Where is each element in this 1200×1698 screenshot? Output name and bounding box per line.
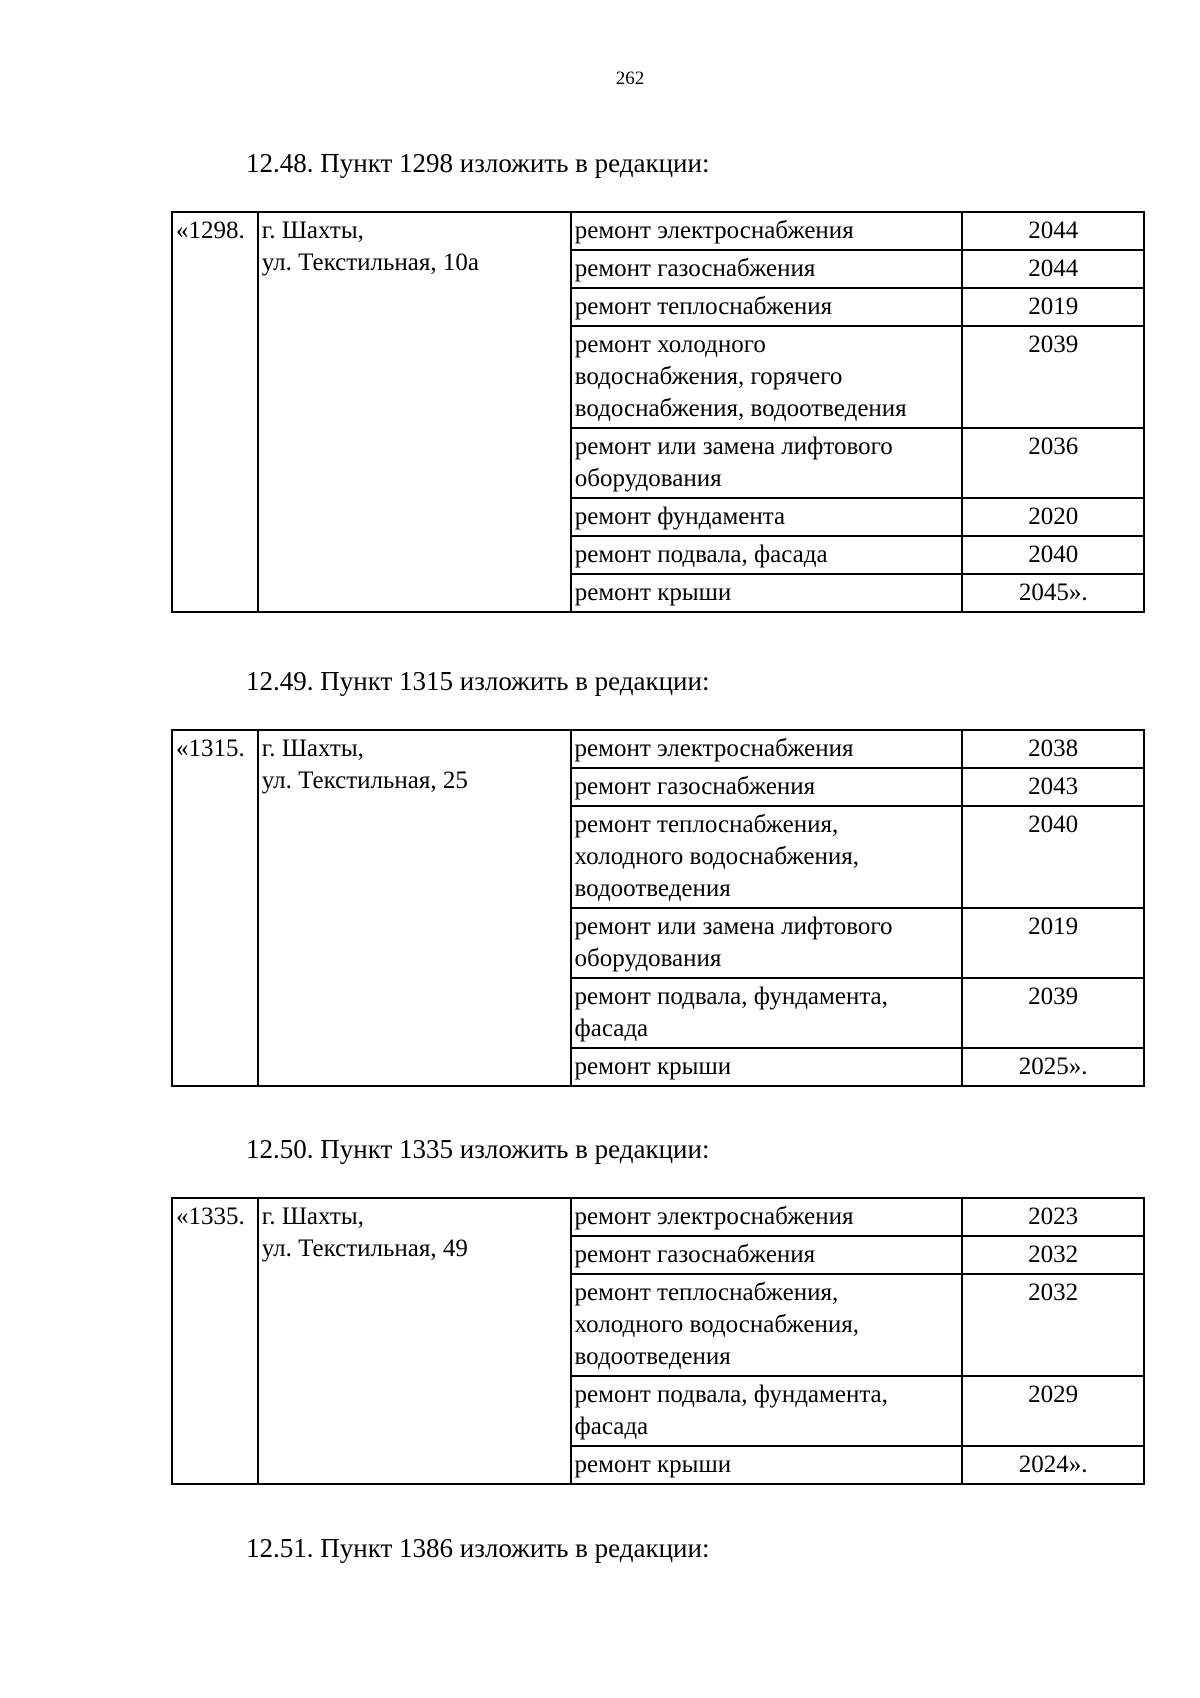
work-type: ремонт электроснабжения	[571, 730, 963, 768]
work-year: 2040	[962, 806, 1144, 908]
work-type: ремонт крыши	[571, 1446, 963, 1484]
work-type: ремонт или замена лифтового оборудования	[571, 428, 963, 498]
address-city: г. Шахты,	[261, 1203, 364, 1230]
table-row	[172, 1198, 1144, 1236]
work-year: 2043	[962, 768, 1144, 806]
work-year: 2019	[962, 288, 1144, 326]
amendment-table	[171, 729, 1145, 1087]
work-type: ремонт теплоснабжения, холодного водоснабжения, водоотведения	[571, 806, 963, 908]
work-year: 2032	[962, 1274, 1144, 1376]
work-year: 2019	[962, 908, 1144, 978]
address-street: ул. Текстильная, 49	[261, 1235, 468, 1262]
amendment-table	[171, 1197, 1145, 1485]
work-type: ремонт крыши	[571, 1048, 963, 1086]
work-year: 2036	[962, 428, 1144, 498]
amendment-table	[171, 211, 1145, 613]
section-heading: 12.49. Пункт 1315 изложить в редакции:	[246, 666, 710, 696]
address-cell	[258, 1198, 571, 1484]
work-year: 2025».	[962, 1048, 1144, 1086]
work-year: 2032	[962, 1236, 1144, 1274]
work-year: 2044	[962, 250, 1144, 288]
row-number: «1298.	[172, 212, 258, 612]
work-year: 2024».	[962, 1446, 1144, 1484]
row-number: «1315.	[172, 730, 258, 1086]
work-year: 2029	[962, 1376, 1144, 1446]
work-type: ремонт или замена лифтового оборудования	[571, 908, 963, 978]
work-type: ремонт теплоснабжения	[571, 288, 963, 326]
work-type: ремонт подвала, фасада	[571, 536, 963, 574]
work-type: ремонт подвала, фундамента, фасада	[571, 1376, 963, 1446]
work-year: 2039	[962, 978, 1144, 1048]
work-year: 2045».	[962, 574, 1144, 612]
work-type: ремонт крыши	[571, 574, 963, 612]
work-type: ремонт газоснабжения	[571, 1236, 963, 1274]
section-heading: 12.51. Пункт 1386 изложить в редакции:	[246, 1533, 710, 1563]
work-type: ремонт электроснабжения	[571, 1198, 963, 1236]
work-year: 2039	[962, 326, 1144, 428]
work-year: 2040	[962, 536, 1144, 574]
work-type: ремонт газоснабжения	[571, 250, 963, 288]
address-city: г. Шахты,	[261, 217, 364, 244]
address-cell	[258, 730, 571, 1086]
work-type: ремонт холодного водоснабжения, горячего водоснабжения, водоотведения	[571, 326, 963, 428]
work-type: ремонт газоснабжения	[571, 768, 963, 806]
address-city: г. Шахты,	[261, 735, 364, 762]
work-type: ремонт подвала, фундамента, фасада	[571, 978, 963, 1048]
table-row	[172, 212, 1144, 250]
row-number: «1335.	[172, 1198, 258, 1484]
work-year: 2020	[962, 498, 1144, 536]
section-heading: 12.50. Пункт 1335 изложить в редакции:	[246, 1134, 710, 1164]
work-type: ремонт фундамента	[571, 498, 963, 536]
work-type: ремонт электроснабжения	[571, 212, 963, 250]
address-cell	[258, 212, 571, 612]
work-type: ремонт теплоснабжения, холодного водоснабжения, водоотведения	[571, 1274, 963, 1376]
address-street: ул. Текстильная, 25	[261, 767, 468, 794]
section-heading: 12.48. Пункт 1298 изложить в редакции:	[246, 148, 710, 178]
work-year: 2044	[962, 212, 1144, 250]
table-row	[172, 730, 1144, 768]
work-year: 2023	[962, 1198, 1144, 1236]
work-year: 2038	[962, 730, 1144, 768]
address-street: ул. Текстильная, 10а	[261, 249, 479, 276]
page-number: 262	[615, 68, 645, 89]
